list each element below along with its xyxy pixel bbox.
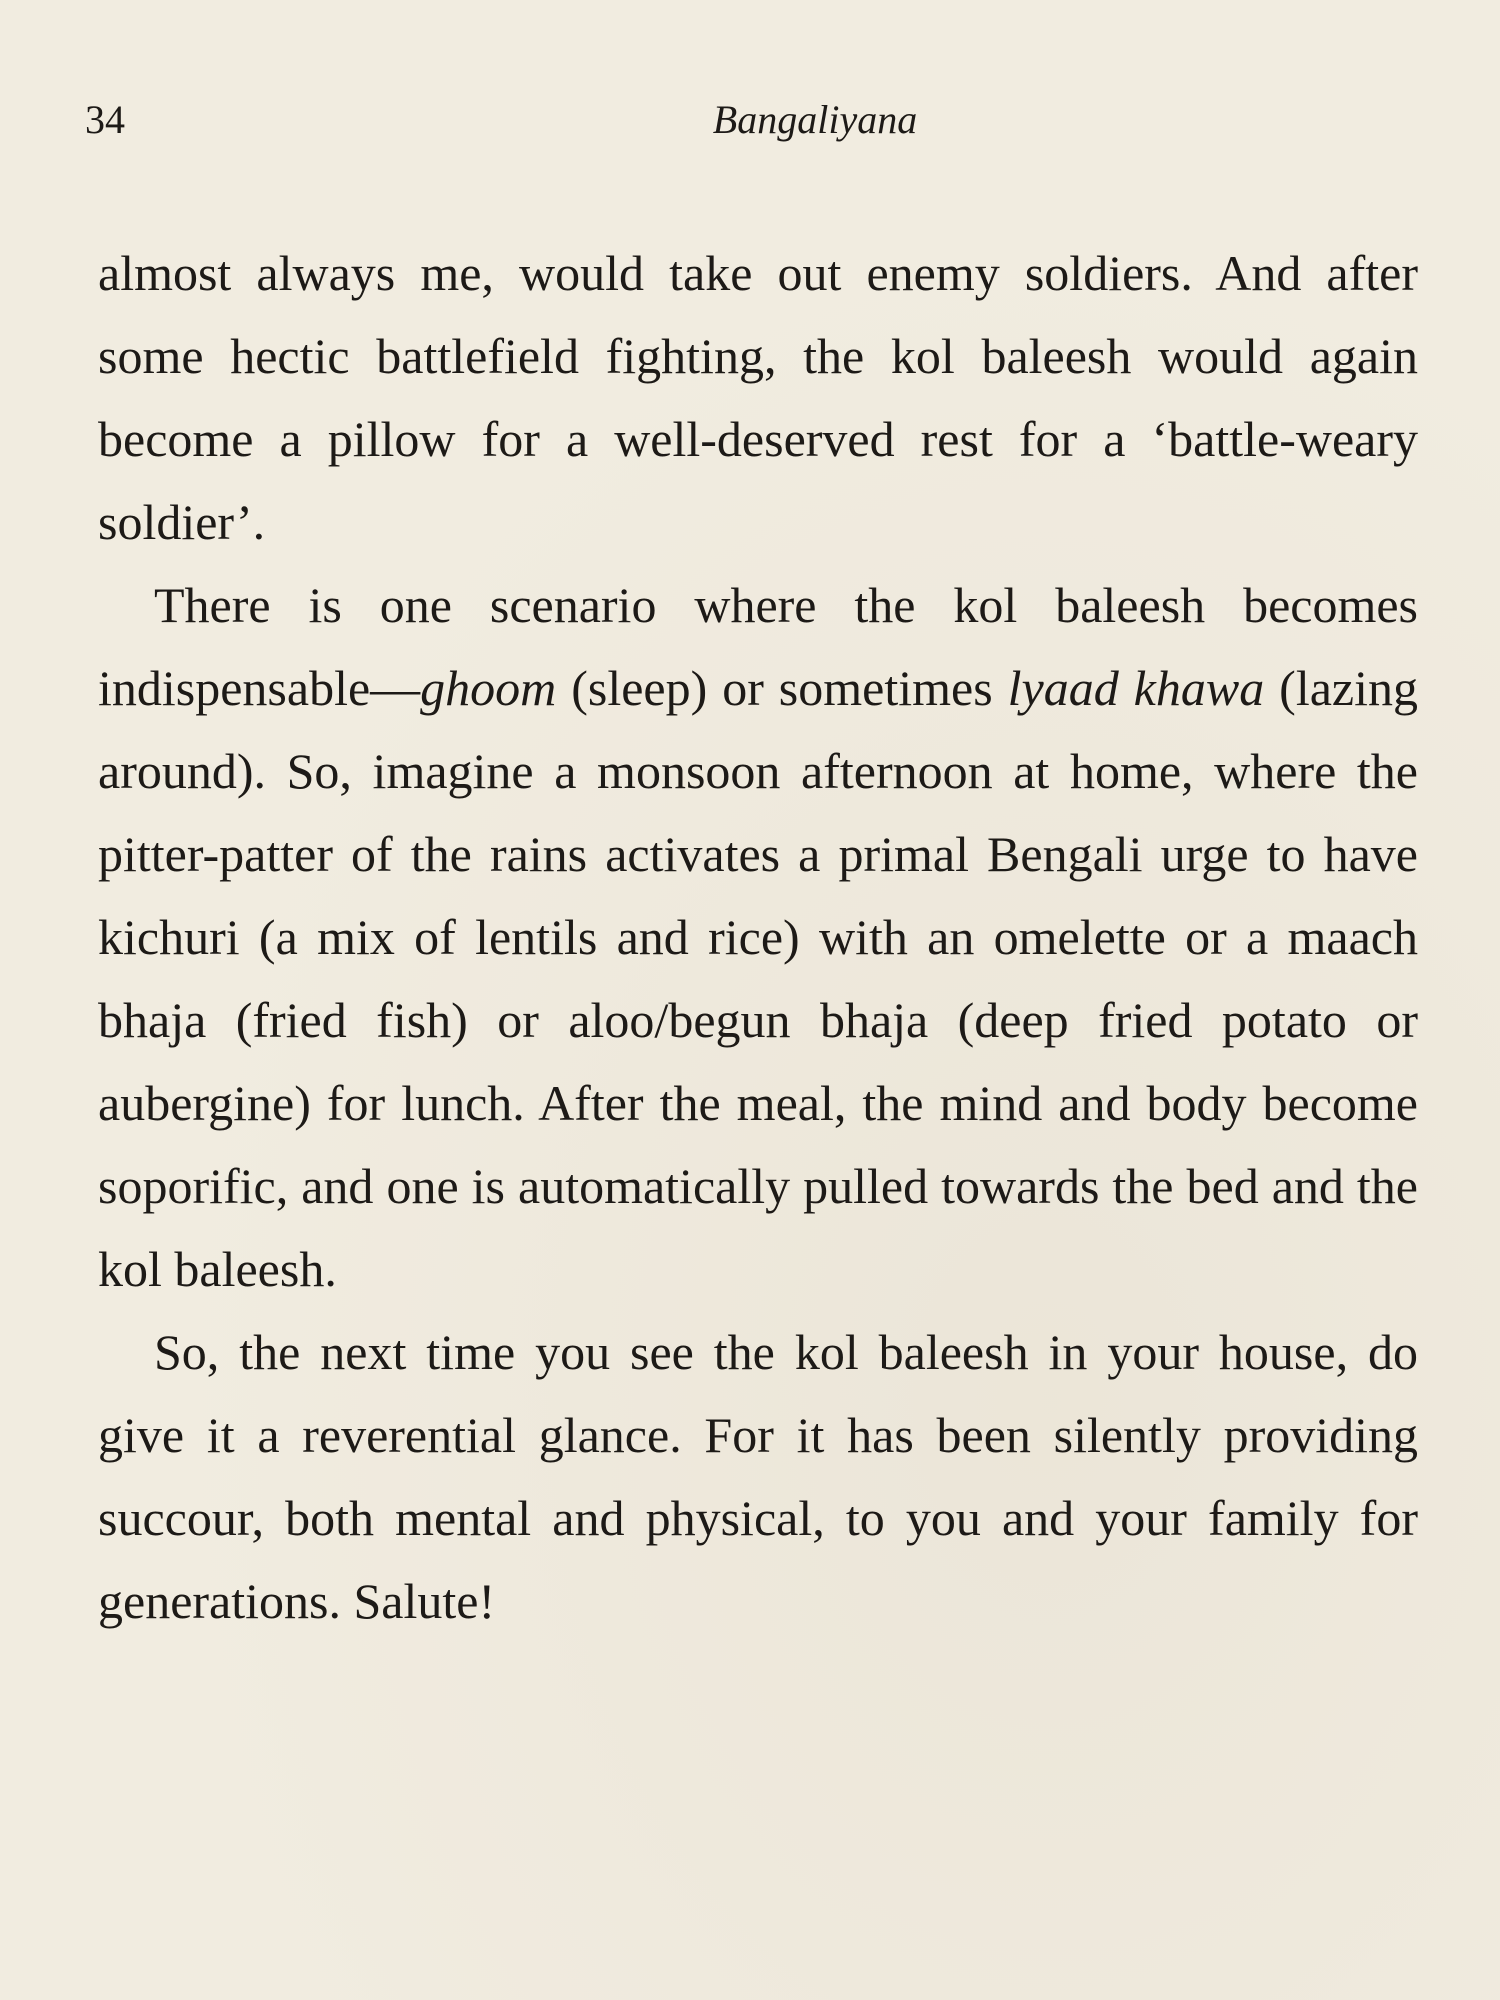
- running-title: Bangaliyana: [712, 97, 918, 142]
- term-lyaad-khawa: lyaad khawa: [1007, 660, 1265, 716]
- body-text: [98, 232, 1418, 1643]
- paragraph-2-text-1: There is one scenario where the kol baleesh becomes indispensable—: [98, 577, 1418, 716]
- paragraph-2-text-2: (sleep) or sometimes: [556, 660, 1008, 716]
- paragraph-2: [98, 564, 1418, 1311]
- paragraph-3: [98, 1311, 1418, 1643]
- paragraph-1-text: almost always me, would take out enemy soldiers. And after some hectic battlefield fighting, the kol baleesh would again become a pillow for a well-deserved rest for a ‘battle-weary soldier’.: [98, 245, 1418, 550]
- page-header: [0, 96, 1500, 152]
- page-number: 34: [85, 97, 125, 142]
- paragraph-2-text-3: (lazing around). So, imagine a monsoon afternoon at home, where the pitter-patter of the rains activates a primal Bengali urge to have kichuri (a mix of lentils and rice) with an omelette or a maach bhaja (fried fish) or aloo/begun bhaja (deep fried potato or aubergine) for lunch. After the meal, the mind and body become soporific, and one is automatically pulled towards the bed and the kol baleesh.: [98, 660, 1418, 1297]
- paragraph-3-text: So, the next time you see the kol baleesh in your house, do give it a reverential glance. For it has been silently providing succour, both mental and physical, to you and your family for generations. Salute!: [98, 1324, 1418, 1629]
- paragraph-1: [98, 232, 1418, 564]
- term-ghoom: ghoom: [420, 660, 557, 716]
